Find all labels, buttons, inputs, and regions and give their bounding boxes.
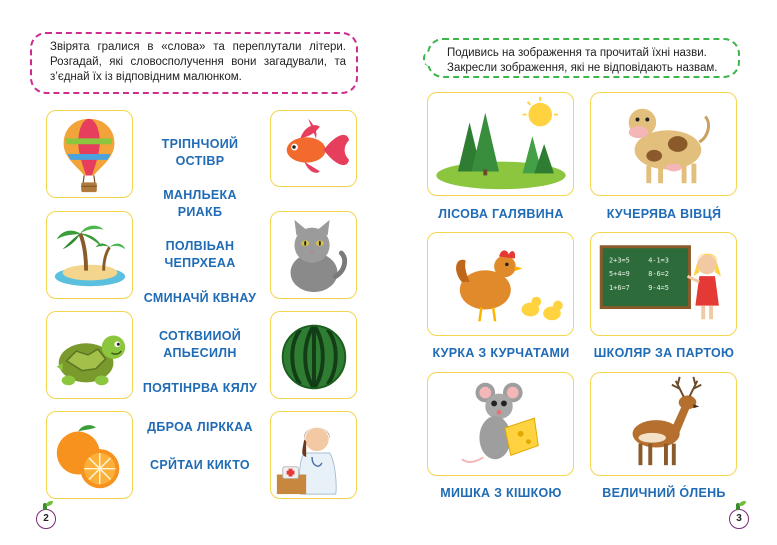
caption-student: ШКОЛЯР ЗА ПАРТОЮ	[593, 346, 735, 360]
cow-icon	[591, 93, 736, 195]
doctor-icon	[271, 412, 356, 498]
scrambled-word-6: ПОЯТІНРВА КЯЛУ	[142, 381, 258, 395]
school-card[interactable]	[590, 232, 737, 336]
left-instruction: Звірята гралися в «слова» та переплутали літери. Розгадай, які словосполучення вони загадували, та з’єднай їх із відповідним малюнком.	[30, 32, 358, 94]
watermelon-card[interactable]	[270, 311, 357, 399]
balloon-card[interactable]	[46, 110, 133, 198]
grey-cat-icon	[271, 212, 356, 298]
girl-at-blackboard-icon	[591, 233, 736, 335]
scrambled-word-4: СМИНАЧЙ КВНАУ	[143, 291, 257, 305]
caption-sheep: КУЧЕРЯВА ВІВЦЯ́	[606, 207, 722, 221]
island-card[interactable]	[46, 211, 133, 299]
scrambled-word-5: СОТКВИИОЙ АПЬЕСИЛН	[158, 329, 242, 360]
scrambled-word-7: ДБРОА ЛІРККАА	[147, 420, 253, 434]
palm-island-icon	[47, 212, 132, 298]
goldfish-icon	[271, 111, 356, 186]
caption-forest: ЛІСОВА ГАЛЯВИНА	[438, 207, 564, 221]
turtle-icon	[47, 312, 132, 398]
svg-text:9-4=5: 9-4=5	[648, 283, 669, 292]
caption-mouse: МИШКА З КІШКОЮ	[440, 486, 562, 500]
svg-text:4-1=3: 4-1=3	[648, 256, 669, 265]
goldfish-card[interactable]	[270, 110, 357, 187]
caption-hen: КУРКА З КУРЧАТАМИ	[432, 346, 570, 360]
mouse-card[interactable]	[427, 372, 574, 476]
caption-deer: ВЕЛИЧНИЙ О́ЛЕНЬ	[602, 486, 726, 500]
right-page	[389, 0, 777, 545]
deer-card[interactable]	[590, 372, 737, 476]
watermelon-icon	[271, 312, 356, 398]
scrambled-word-3: ПОЛВІЬАН ЧЕПРХЕАА	[164, 239, 236, 270]
forest-glade-icon	[428, 93, 573, 195]
svg-text:2+3=5: 2+3=5	[609, 256, 630, 265]
hot-air-balloon-icon	[47, 111, 132, 197]
svg-text:8-6=2: 8-6=2	[648, 270, 669, 279]
cat-card[interactable]	[270, 211, 357, 299]
oranges-icon	[47, 412, 132, 498]
turtle-card[interactable]	[46, 311, 133, 399]
svg-text:5+4=9: 5+4=9	[609, 270, 630, 279]
oranges-card[interactable]	[46, 411, 133, 499]
svg-text:1+6=7: 1+6=7	[609, 283, 630, 292]
mouse-with-cheese-icon	[428, 373, 573, 475]
hen-card[interactable]	[427, 232, 574, 336]
right-instruction: Подивись на зображення та прочитай їхні назви. Закресли зображення, які не відповідають назвам.	[427, 38, 740, 78]
forest-card[interactable]	[427, 92, 574, 196]
doctor-card[interactable]	[270, 411, 357, 499]
cow-card[interactable]	[590, 92, 737, 196]
scrambled-word-1: ТРІПНЧОИЙ ОСТІВР	[161, 137, 239, 168]
scrambled-word-8: СРЙТАИ КИКТО	[150, 458, 250, 472]
deer-icon	[591, 373, 736, 475]
left-page	[0, 0, 388, 545]
scrambled-word-2: МАНЛЬЕКА РИАКБ	[163, 188, 237, 219]
page-number-right: 3	[729, 509, 749, 529]
hen-with-chicks-icon	[428, 233, 573, 335]
page-number-left: 2	[36, 509, 56, 529]
